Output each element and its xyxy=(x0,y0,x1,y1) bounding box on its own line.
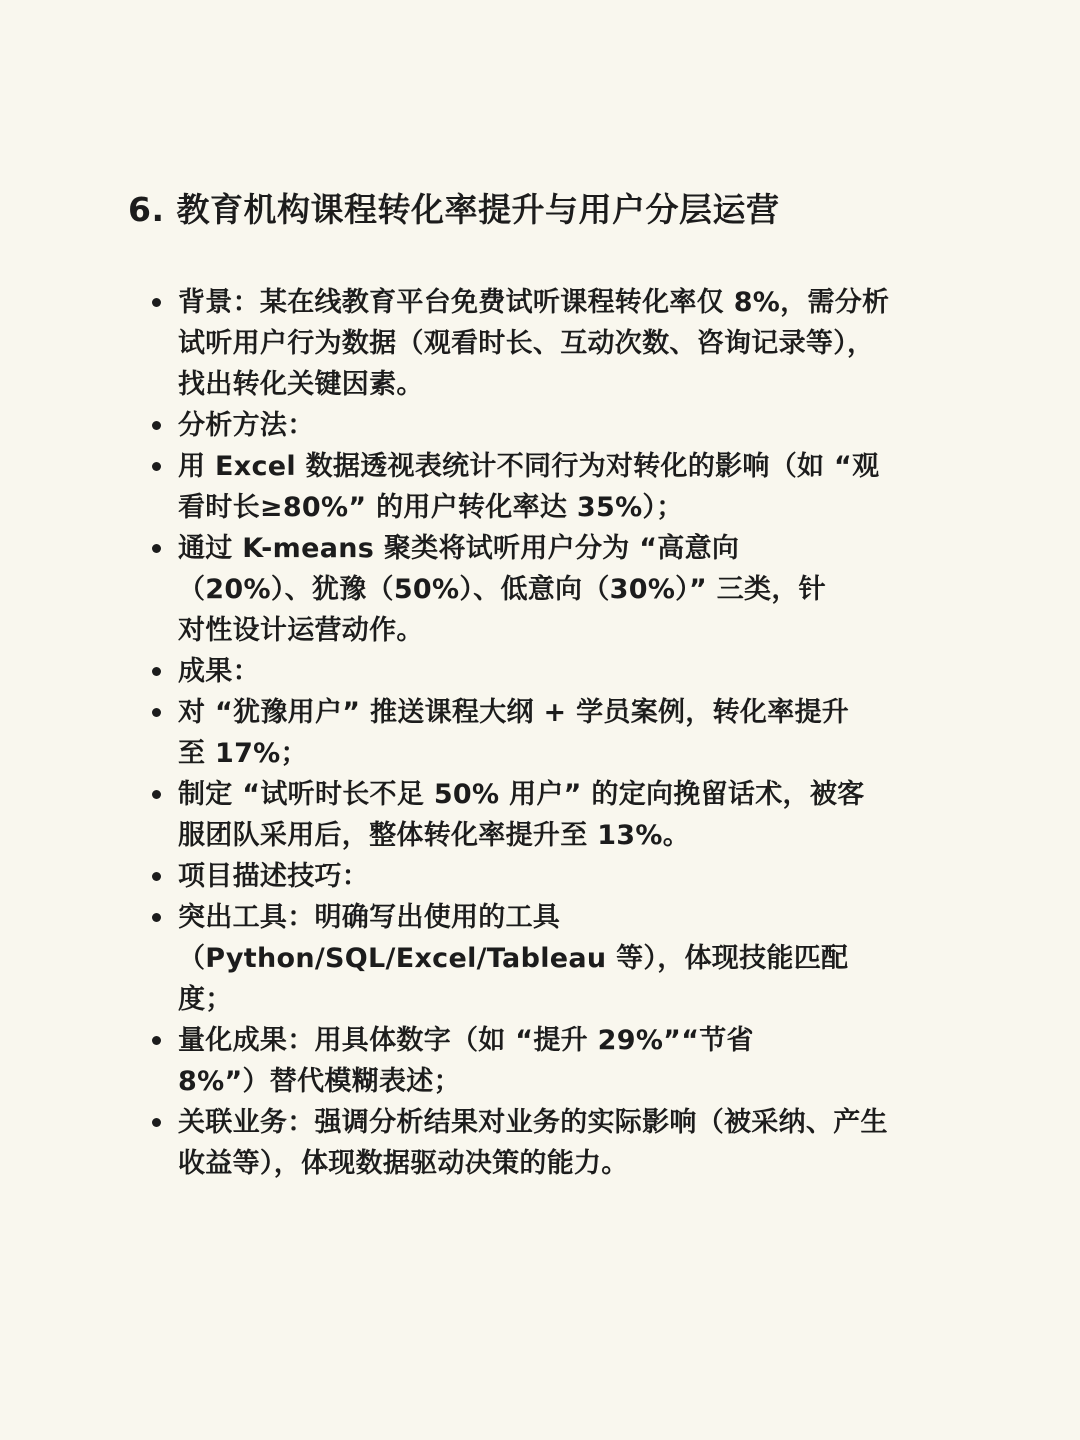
item-text-line: 度； xyxy=(178,984,233,1015)
bullet-icon xyxy=(152,421,161,430)
item-text-line: 背景：某在线教育平台免费试听课程转化率仅 8%，需分析 xyxy=(178,287,890,318)
list-item-quantify-results xyxy=(150,1020,950,1102)
item-text-line: 突出工具：明确写出使用的工具 xyxy=(178,902,561,933)
bullet-icon xyxy=(152,544,161,553)
list-item-background xyxy=(150,282,950,405)
bullet-icon xyxy=(152,1118,161,1127)
list-item-analysis-method xyxy=(150,405,950,446)
item-text-line: 通过 K-means 聚类将试听用户分为 “高意向 xyxy=(178,533,740,564)
bullet-icon xyxy=(152,462,161,471)
item-text-line: 用 Excel 数据透视表统计不同行为对转化的影响（如 “观 xyxy=(178,451,880,482)
bullet-icon xyxy=(152,1036,161,1045)
bullet-icon xyxy=(152,708,161,717)
list-item-link-business xyxy=(150,1102,950,1184)
item-text-line: （20%）、犹豫（50%）、低意向（30%）” 三类，针 xyxy=(178,574,826,605)
item-text-line: 量化成果：用具体数字（如 “提升 29%”“节省 xyxy=(178,1025,754,1056)
bullet-icon xyxy=(152,298,161,307)
list-item-kmeans xyxy=(150,528,950,651)
item-text-line: 对 “犹豫用户” 推送课程大纲 + 学员案例，转化率提升 xyxy=(178,697,850,728)
list-item-hesitant-users xyxy=(150,692,950,774)
item-text-line: 关联业务：强调分析结果对业务的实际影响（被采纳、产生 xyxy=(178,1107,888,1138)
item-text-line: 服团队采用后，整体转化率提升至 13%。 xyxy=(178,820,691,851)
item-text-line: 对性设计运营动作。 xyxy=(178,615,424,646)
list-item-excel-pivot xyxy=(150,446,950,528)
bullet-icon xyxy=(152,667,161,676)
bullet-icon xyxy=(152,872,161,881)
bullet-icon xyxy=(152,913,161,922)
bullet-list xyxy=(150,282,950,1184)
list-item-retention-script xyxy=(150,774,950,856)
list-item-highlight-tools xyxy=(150,897,950,1020)
bullet-icon xyxy=(152,790,161,799)
item-text-line: 收益等），体现数据驱动决策的能力。 xyxy=(178,1148,629,1179)
list-item-results xyxy=(150,651,950,692)
item-text-line: 分析方法： xyxy=(178,410,315,441)
item-text-line: （Python/SQL/Excel/Tableau 等），体现技能匹配 xyxy=(178,943,849,974)
item-text-line: 制定 “试听时长不足 50% 用户” 的定向挽留话术，被客 xyxy=(178,779,865,810)
page-title: 6. 教育机构课程转化率提升与用户分层运营 xyxy=(128,190,780,229)
item-text-line: 项目描述技巧： xyxy=(178,861,370,892)
list-item-description-tips xyxy=(150,856,950,897)
item-text-line: 试听用户行为数据（观看时长、互动次数、咨询记录等）， xyxy=(178,328,875,359)
item-text-line: 8%”）替代模糊表述； xyxy=(178,1066,461,1097)
item-text-line: 看时长≥80%” 的用户转化率达 35%）； xyxy=(178,492,684,523)
item-text-line: 成果： xyxy=(178,656,260,687)
item-text-line: 找出转化关键因素。 xyxy=(178,369,424,400)
item-text-line: 至 17%； xyxy=(178,738,308,769)
